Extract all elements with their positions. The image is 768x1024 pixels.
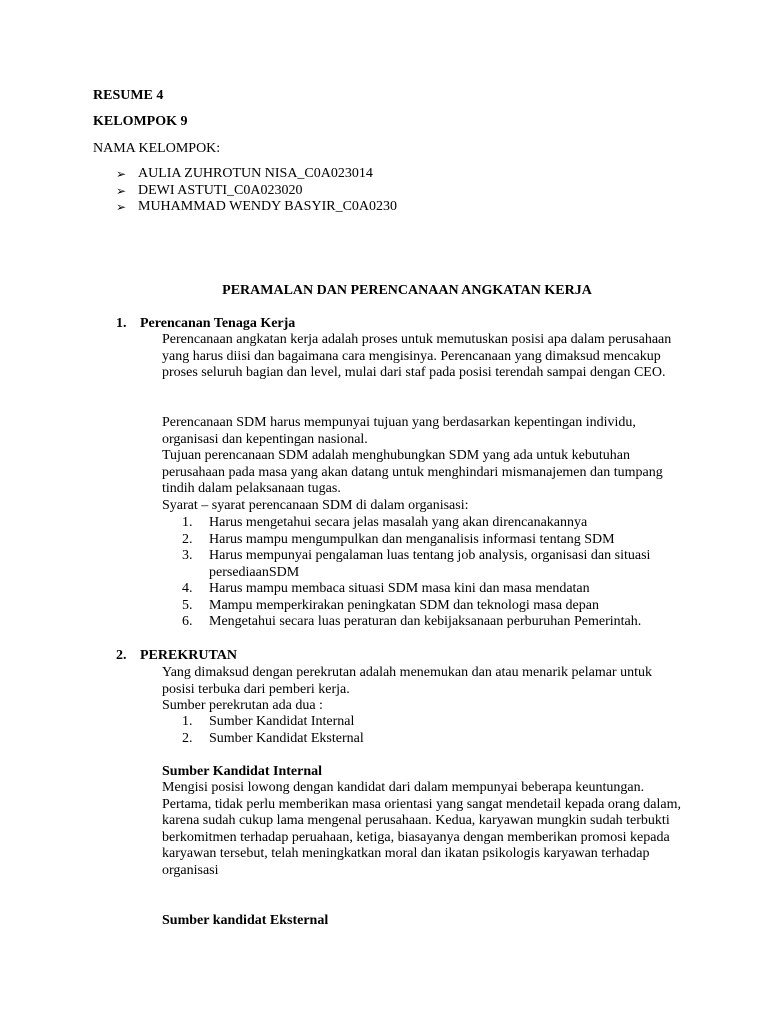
list-text: Mampu memperkirakan peningkatan SDM dan teknologi masa depan — [209, 597, 599, 613]
section-title: PEREKRUTAN — [140, 648, 237, 663]
member-name: AULIA ZUHROTUN NISA_C0A023014 — [138, 166, 373, 181]
list-text: Sumber Kandidat Internal — [209, 714, 355, 729]
kelompok-label: KELOMPOK 9 — [93, 114, 188, 129]
section-2-paragraph-2: Sumber perekrutan ada dua : — [162, 698, 323, 713]
arrow-bullet-icon: ➢ — [116, 167, 127, 181]
section-1-paragraph-1: Perencanaan angkatan kerja adalah proses untuk memutuskan posisi apa dalam perusahaan yang harus diisi dan bagaimana cara mengisinya. Perencanaan yang dimaksud mencakup proses seluruh bagian dan level, mulai dari staf pada posisi terendah sampai dengan CEO. — [162, 332, 672, 380]
internal-source-heading: Sumber Kandidat Internal — [162, 764, 322, 779]
section-1-paragraph-3: Tujuan perencanaan SDM adalah menghubungkan SDM yang ada untuk kebutuhan perusahaan pada masa yang akan datang untuk menghindari mismanajemen dan tumpang tindih dalam pelaksanaan tugas. — [162, 448, 663, 496]
list-number: 2. — [182, 531, 193, 547]
section-number: 1. — [116, 316, 127, 331]
list-number: 2. — [182, 730, 193, 746]
sources-list — [182, 714, 662, 747]
list-item — [182, 731, 662, 748]
list-number: 4. — [182, 581, 193, 596]
section-number: 2. — [116, 648, 127, 663]
list-text: Mengetahui secara luas peraturan dan kebijaksanaan perburuhan Pemerintah. — [209, 614, 642, 629]
member-name: MUHAMMAD WENDY BASYIR_C0A0230 — [138, 199, 398, 214]
section-2-paragraph-1: Yang dimaksud dengan perekrutan adalah menemukan dan atau menarik pelamar untuk posisi terbuka dari pemberi kerja. — [162, 665, 652, 697]
list-item — [182, 532, 662, 549]
member-list — [116, 166, 676, 216]
arrow-bullet-icon: ➢ — [116, 183, 127, 198]
list-item — [182, 714, 662, 731]
list-text: Harus mampu mengumpulkan dan menganalisis informasi tentang SDM — [209, 531, 615, 547]
requirements-list — [182, 515, 662, 631]
section-1-paragraph-2: Perencanaan SDM harus mempunyai tujuan yang berdasarkan kepentingan individu, organisasi dan kepentingan nasional. — [162, 415, 636, 447]
section-1-paragraph-4: Syarat – syarat perencanaan SDM di dalam organisasi: — [162, 498, 469, 513]
section-2-heading — [116, 648, 237, 665]
arrow-bullet-icon: ➢ — [116, 200, 127, 214]
list-item — [182, 598, 662, 615]
list-number: 1. — [182, 714, 193, 729]
external-source-heading: Sumber kandidat Eksternal — [162, 913, 329, 928]
list-number: 5. — [182, 597, 193, 613]
section-title: Perencanan Tenaga Kerja — [140, 316, 296, 331]
nama-kelompok-label: NAMA KELOMPOK: — [93, 141, 221, 156]
list-text: Harus mampu membaca situasi SDM masa kini dan masa mendatan — [209, 581, 590, 596]
list-text: Sumber Kandidat Eksternal — [209, 730, 364, 746]
member-name: DEWI ASTUTI_C0A023020 — [138, 182, 303, 198]
list-text: Harus mempunyai pengalaman luas tentang job analysis, organisasi dan situasi persediaanSDM — [209, 548, 651, 580]
list-item — [182, 515, 662, 532]
list-text: Harus mengetahui secara jelas masalah yang akan direncanakannya — [209, 515, 588, 530]
member-item — [116, 199, 676, 216]
member-item — [116, 166, 676, 183]
list-item — [182, 614, 662, 631]
section-1-heading — [116, 316, 295, 333]
resume-label: RESUME 4 — [93, 88, 164, 103]
list-item — [182, 548, 662, 581]
internal-source-paragraph: Mengisi posisi lowong dengan kandidat dari dalam mempunyai beberapa keuntungan. Pertama, tidak perlu memberikan masa orientasi yang sangat mendetail kepada orang dalam, karena sudah cukup lama mengenal perusahaan. Kedua, karyawan mungkin sudah terbukti berkomitmen terhadap peruahaan, ketiga, biasayanya dengan memberikan promosi kepada karyawan tersebut, telah meningkatkan moral dan ikatan psikologis karyawan terhadap organisasi — [162, 780, 681, 878]
document-title: PERAMALAN DAN PERENCANAAN ANGKATAN KERJA — [222, 283, 592, 298]
list-item — [182, 581, 662, 598]
list-number: 6. — [182, 614, 193, 629]
list-number: 1. — [182, 515, 193, 530]
list-number: 3. — [182, 548, 193, 563]
member-item — [116, 183, 676, 200]
